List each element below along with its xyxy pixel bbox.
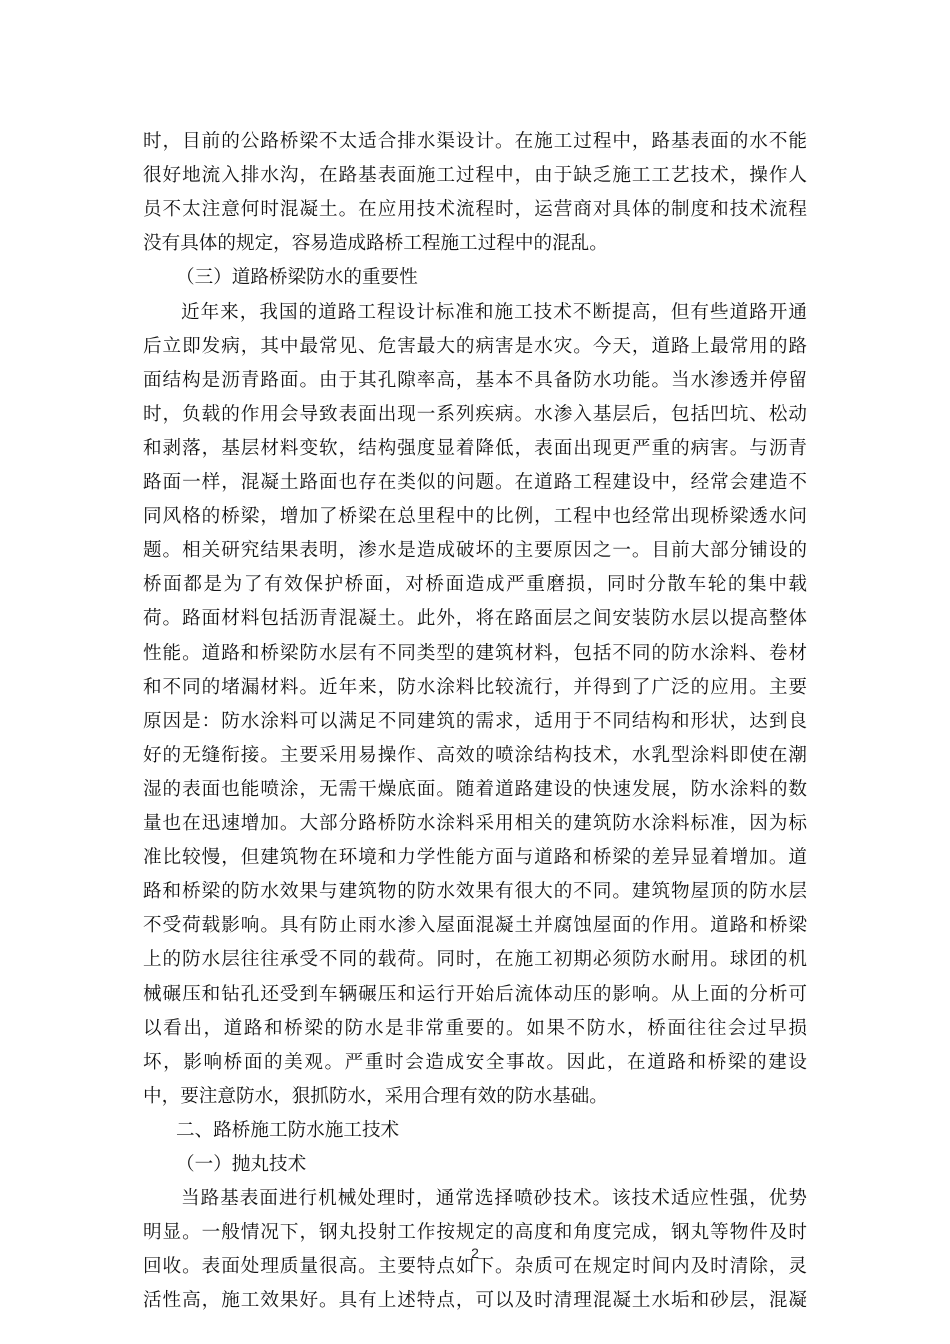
paragraph-line: 好的无缝衔接。主要采用易操作、高效的喷涂结构技术，水乳型涂料即使在潮 (143, 744, 807, 766)
paragraph-line: 后立即发病，其中最常见、危害最大的病害是水灾。今天，道路上最常用的路 (143, 335, 807, 357)
paragraph-line: 原因是：防水涂料可以满足不同建筑的需求，适用于不同结构和形状，达到良 (143, 710, 807, 732)
paragraph-line: 量也在迅速增加。大部分路桥防水涂料采用相关的建筑防水涂料标准，因为标 (143, 813, 807, 834)
paragraph-line: 湿的表面也能喷涂，无需干燥底面。随着道路建设的快速发展，防水涂料的数 (143, 778, 807, 800)
paragraph-line: 很好地流入排水沟，在路基表面施工过程中，由于缺乏施工工艺技术，操作人 (143, 165, 807, 187)
paragraph-line: 时，目前的公路桥梁不太适合排水渠设计。在施工过程中，路基表面的水不能 (143, 131, 807, 152)
paragraph-line: 中，要注意防水，狠抓防水，采用合理有效的防水基础。 (143, 1085, 608, 1107)
paragraph-line: 性能。道路和桥梁防水层有不同类型的建筑材料，包括不同的防水涂料、卷材 (143, 642, 807, 664)
paragraph-line: 题。相关研究结果表明，渗水是造成破坏的主要原因之一。目前大部分铺设的 (143, 540, 807, 562)
paragraph-line: 没有具体的规定，容易造成路桥工程施工过程中的混乱。 (143, 233, 608, 255)
paragraph-line: 员不太注意何时混凝土。在应用技术流程时，运营商对具体的制度和技术流程 (143, 199, 807, 221)
paragraph-line: 和剥落，基层材料变软，结构强度显着降低，表面出现更严重的病害。与沥青 (143, 437, 807, 459)
paragraph-line: 和不同的堵漏材料。近年来，防水涂料比较流行，并得到了广泛的应用。主要 (143, 676, 807, 698)
paragraph-line: 不受荷载影响。具有防止雨水渗入屋面混凝土并腐蚀屋面的作用。道路和桥梁 (143, 915, 807, 937)
section-heading: （三）道路桥梁防水的重要性 (176, 267, 418, 289)
paragraph-line: 路面一样，混凝土路面也存在类似的问题。在道路工程建设中，经常会建造不 (143, 472, 807, 493)
subsection-heading: （一）抛丸技术 (176, 1154, 307, 1175)
paragraph-line: 准比较慢，但建筑物在环境和力学性能方面与道路和桥梁的差异显着增加。道 (143, 847, 807, 869)
paragraph-line: 回收。表面处理质量很高。主要特点如下。杂质可在规定时间内及时清除，灵 (143, 1256, 807, 1278)
paragraph-line: 面结构是沥青路面。由于其孔隙率高，基本不具备防水功能。当水渗透并停留 (143, 369, 807, 391)
paragraph-line: 坏，影响桥面的美观。严重时会造成安全事故。因此，在道路和桥梁的建设 (143, 1051, 807, 1073)
paragraph-line: 械碾压和钻孔还受到车辆碾压和运行开始后流体动压的影响。从上面的分析可 (143, 983, 807, 1005)
paragraph-line: 路和桥梁的防水效果与建筑物的防水效果有很大的不同。建筑物屋顶的防水层 (143, 881, 807, 903)
page-number: 2 (471, 1245, 479, 1261)
paragraph-line: 当路基表面进行机械处理时，通常选择喷砂技术。该技术适应性强，优势 (181, 1188, 807, 1210)
paragraph-line: 时，负载的作用会导致表面出现一系列疾病。水渗入基层后，包括凹坑、松动 (143, 403, 807, 425)
paragraph-line: 以看出，道路和桥梁的防水是非常重要的。如果不防水，桥面往往会过早损 (143, 1017, 807, 1039)
paragraph-line: 明显。一般情况下，钢丸投射工作按规定的高度和角度完成，钢丸等物件及时 (143, 1222, 807, 1244)
paragraph-line: 近年来，我国的道路工程设计标准和施工技术不断提高，但有些道路开通 (181, 301, 807, 323)
section-heading: 二、路桥施工防水施工技术 (176, 1119, 400, 1141)
paragraph-line: 荷。路面材料包括沥青混凝土。此外，将在路面层之间安装防水层以提高整体 (143, 608, 807, 630)
paragraph-line: 同风格的桥梁，增加了桥梁在总里程中的比例，工程中也经常出现桥梁透水问 (143, 506, 807, 528)
paragraph-line: 桥面都是为了有效保护桥面，对桥面造成严重磨损，同时分散车轮的集中载 (143, 574, 807, 596)
paragraph-line: 活性高，施工效果好。具有上述特点，可以及时清理混凝土水垢和砂层，混凝 (143, 1290, 807, 1312)
paragraph-line: 上的防水层往往承受不同的载荷。同时，在施工初期必须防水耐用。球团的机 (143, 949, 807, 971)
